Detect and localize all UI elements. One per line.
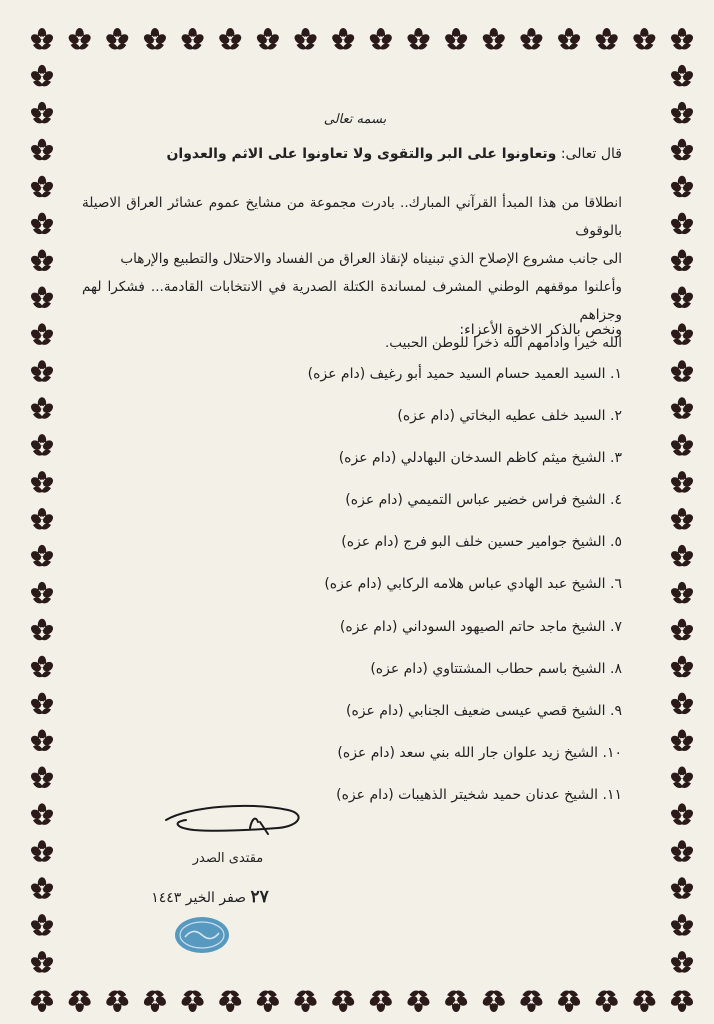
border-flower — [29, 766, 55, 788]
border-flower — [180, 28, 206, 50]
border-flower — [594, 991, 620, 1013]
border-flower — [669, 766, 695, 788]
border-flower — [29, 914, 55, 936]
intro-line: وأعلنوا موقفهم الوطني المشرف لمساندة الكتلة الصدرية في الانتخابات القادمة... فشكرا لهم وجزاهم — [82, 279, 622, 323]
border-flower — [556, 28, 582, 50]
border-flower — [29, 286, 55, 308]
name-item: ٨. الشيخ باسم حطاب المشتتاوي (دام عزه) — [370, 660, 622, 677]
border-flower — [29, 65, 55, 87]
border-flower — [29, 877, 55, 899]
border-flower — [669, 139, 695, 161]
border-flower — [594, 28, 620, 50]
border-flower — [29, 360, 55, 382]
border-flower — [669, 286, 695, 308]
border-flower — [330, 991, 356, 1013]
border-flower — [29, 139, 55, 161]
border-flower — [518, 991, 544, 1013]
name-item: ٣. الشيخ ميثم كاظم السدخان البهادلي (دام عزه) — [338, 450, 622, 467]
border-flower — [368, 991, 394, 1013]
border-flower — [556, 991, 582, 1013]
border-flower — [142, 991, 168, 1013]
name-item: ٧. الشيخ ماجد حاتم الصيهود السوداني (دام عزه) — [339, 618, 622, 635]
border-flower — [669, 508, 695, 530]
border-flower — [29, 397, 55, 419]
border-flower — [29, 102, 55, 124]
border-flower — [29, 508, 55, 530]
border-flower — [669, 28, 695, 50]
border-flower — [669, 991, 695, 1013]
border-flower — [330, 28, 356, 50]
border-flower — [142, 28, 168, 50]
border-flower — [104, 28, 130, 50]
name-item: ١١. الشيخ عدنان حميد شخيتر الذهيبات (دام عزه) — [336, 786, 622, 803]
border-flower — [669, 213, 695, 235]
border-flower — [669, 619, 695, 641]
border-flower — [669, 176, 695, 198]
border-flower — [293, 28, 319, 50]
border-flower — [669, 656, 695, 678]
border-flower — [669, 951, 695, 973]
border-flower — [669, 582, 695, 604]
border-flower — [518, 28, 544, 50]
border-flower — [29, 619, 55, 641]
verse-prefix: قال تعالى: — [560, 146, 622, 162]
border-flower — [669, 397, 695, 419]
border-flower — [669, 65, 695, 87]
border-flower — [631, 991, 657, 1013]
border-flower — [29, 693, 55, 715]
border-flower — [29, 840, 55, 862]
border-flower — [669, 545, 695, 567]
border-flower — [669, 693, 695, 715]
official-stamp — [173, 915, 231, 955]
border-flower — [67, 28, 93, 50]
border-flower — [481, 991, 507, 1013]
mention-heading: ونخص بالذكر الاخوة الأعزاء: — [459, 322, 622, 338]
border-flower — [443, 28, 469, 50]
name-item: ٦. الشيخ عبد الهادي عباس هلامه الركابي (دام عزه) — [324, 576, 622, 593]
border-flower — [29, 323, 55, 345]
border-flower — [180, 991, 206, 1013]
border-flower — [67, 991, 93, 1013]
border-flower — [29, 803, 55, 825]
name-item: ٢. السيد خلف عطيه البخاتي (دام عزه) — [397, 408, 622, 425]
name-item: ١. السيد العميد حسام السيد حميد أبو رغيف (دام عزه) — [307, 366, 622, 382]
name-item: ١٠. الشيخ زيد علوان جار الله بني سعد (دام عزه) — [337, 744, 622, 761]
verse-text: وتعاونوا على البر والتقوى ولا تعاونوا على الاثم والعدوان — [166, 146, 557, 162]
border-flower — [406, 28, 432, 50]
border-flower — [669, 840, 695, 862]
intro-line: الله خيرا وادامهم الله ذخرا للوطن الحبيب. — [384, 335, 622, 351]
border-flower — [29, 213, 55, 235]
name-item: ٥. الشيخ جوامير حسين خلف البو فرج (دام عزه) — [341, 534, 622, 551]
border-flower — [29, 250, 55, 272]
border-flower — [669, 730, 695, 752]
border-flower — [29, 951, 55, 973]
border-flower — [669, 803, 695, 825]
border-flower — [29, 471, 55, 493]
handwritten-signature — [160, 798, 310, 842]
border-flower — [669, 323, 695, 345]
border-flower — [669, 471, 695, 493]
border-flower — [481, 28, 507, 50]
border-flower — [29, 434, 55, 456]
border-flower — [104, 991, 130, 1013]
border-flower — [368, 28, 394, 50]
date-month-year: صفر الخير ١٤٤٣ — [151, 890, 247, 906]
border-flower — [217, 28, 243, 50]
border-flower — [669, 914, 695, 936]
border-flower — [29, 28, 55, 50]
border-flower — [669, 360, 695, 382]
border-flower — [669, 877, 695, 899]
border-flower — [255, 991, 281, 1013]
quran-verse — [82, 146, 622, 162]
name-item: ٤. الشيخ فراس خضير عباس التميمي (دام عزه) — [345, 492, 622, 509]
border-flower — [29, 582, 55, 604]
intro-line: الى جانب مشروع الإصلاح الذي تبنيناه لإنقاذ العراق من الفساد والاحتلال والتطبيع والإرهاب — [120, 251, 622, 267]
basmala-heading: بسمه تعالى — [323, 112, 387, 127]
border-flower — [29, 545, 55, 567]
border-flower — [29, 730, 55, 752]
document-date — [130, 887, 290, 907]
border-flower — [669, 434, 695, 456]
border-flower — [406, 991, 432, 1013]
intro-line: انطلاقا من هذا المبدأ القرآني المبارك.. بادرت مجموعة من مشايخ عموم عشائر العراق الاصيلة بالوقوف — [82, 195, 622, 239]
border-flower — [29, 176, 55, 198]
border-flower — [669, 250, 695, 272]
names-list — [82, 364, 622, 827]
border-flower — [669, 102, 695, 124]
border-flower — [631, 28, 657, 50]
border-flower — [29, 656, 55, 678]
border-flower — [443, 991, 469, 1013]
border-flower — [217, 991, 243, 1013]
name-item: ٩. الشيخ قصي عيسى ضعيف الجنابي (دام عزه) — [345, 702, 622, 719]
border-flower — [293, 991, 319, 1013]
border-flower — [29, 991, 55, 1013]
date-day: ٢٧ — [250, 887, 269, 907]
signer-name: مقتدى الصدر — [192, 851, 264, 866]
border-flower — [255, 28, 281, 50]
